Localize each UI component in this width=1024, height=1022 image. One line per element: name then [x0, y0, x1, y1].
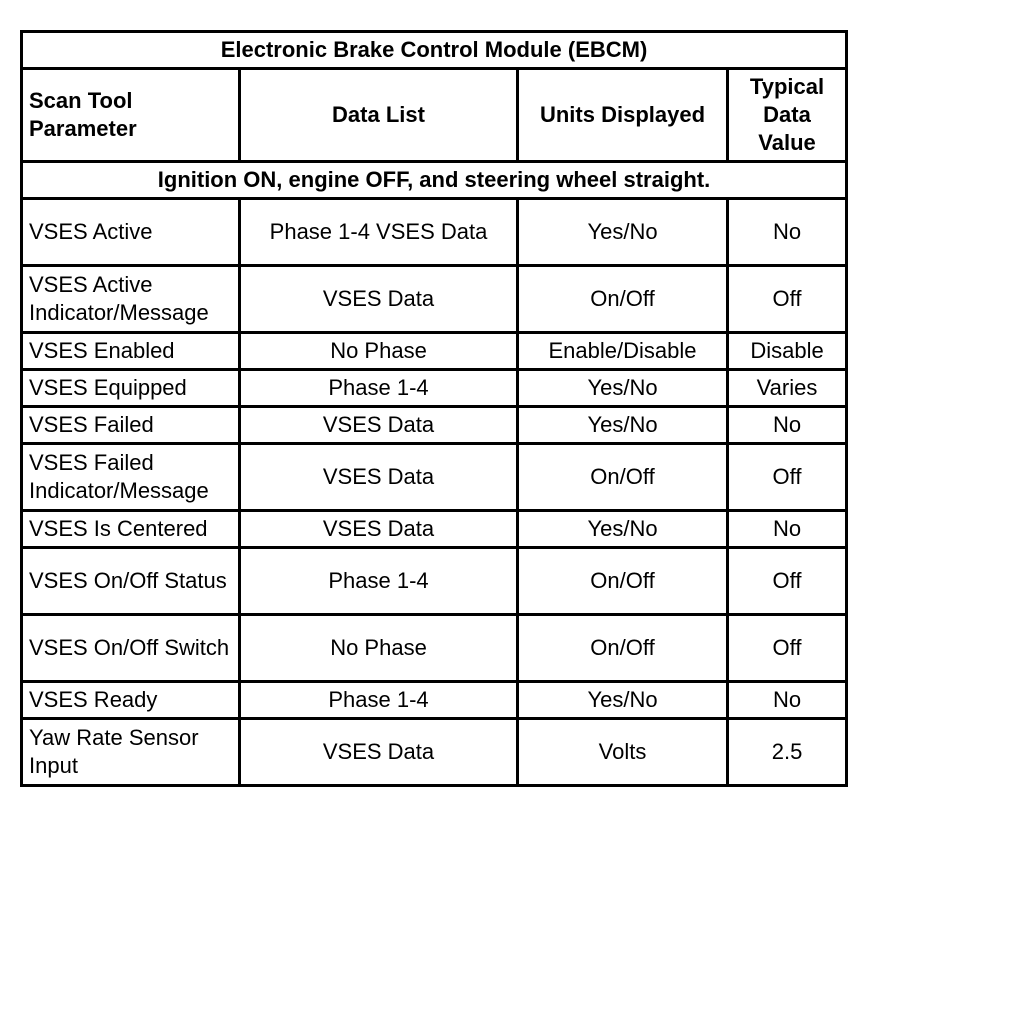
row-typical-value: Off: [728, 266, 847, 333]
row-units: Volts: [518, 719, 728, 786]
row-parameter: VSES Equipped: [22, 370, 240, 407]
header-typical-value: Typical Data Value: [728, 69, 847, 162]
table-row: [22, 444, 847, 511]
title-row: [22, 32, 847, 69]
row-data-list: Phase 1-4: [240, 370, 518, 407]
row-parameter: VSES Failed Indicator/Message: [22, 444, 240, 511]
row-units: Enable/Disable: [518, 333, 728, 370]
row-typical-value: Varies: [728, 370, 847, 407]
row-parameter: Yaw Rate Sensor Input: [22, 719, 240, 786]
row-parameter: VSES Active: [22, 199, 240, 266]
row-units: Yes/No: [518, 370, 728, 407]
table-row: [22, 407, 847, 444]
row-data-list: VSES Data: [240, 511, 518, 548]
table-row: [22, 548, 847, 615]
table-row: [22, 719, 847, 786]
row-parameter: VSES Failed: [22, 407, 240, 444]
row-typical-value: Off: [728, 615, 847, 682]
table-row: [22, 266, 847, 333]
row-units: On/Off: [518, 444, 728, 511]
row-typical-value: No: [728, 199, 847, 266]
row-data-list: VSES Data: [240, 407, 518, 444]
row-typical-value: Off: [728, 444, 847, 511]
table-row: [22, 615, 847, 682]
row-data-list: Phase 1-4: [240, 548, 518, 615]
row-typical-value: Disable: [728, 333, 847, 370]
row-units: On/Off: [518, 266, 728, 333]
row-data-list: VSES Data: [240, 719, 518, 786]
row-data-list: VSES Data: [240, 266, 518, 333]
row-units: On/Off: [518, 615, 728, 682]
row-typical-value: Off: [728, 548, 847, 615]
header-units: Units Displayed: [518, 69, 728, 162]
header-row: [22, 69, 847, 162]
table-row: [22, 199, 847, 266]
row-data-list: VSES Data: [240, 444, 518, 511]
table-row: [22, 370, 847, 407]
row-typical-value: 2.5: [728, 719, 847, 786]
row-units: Yes/No: [518, 407, 728, 444]
row-data-list: Phase 1-4 VSES Data: [240, 199, 518, 266]
condition-text: Ignition ON, engine OFF, and steering wheel straight.: [22, 162, 847, 199]
row-typical-value: No: [728, 682, 847, 719]
ebcm-data-table: [20, 30, 848, 787]
row-typical-value: No: [728, 511, 847, 548]
row-units: Yes/No: [518, 511, 728, 548]
condition-row: [22, 162, 847, 199]
row-typical-value: No: [728, 407, 847, 444]
table-row: [22, 333, 847, 370]
row-parameter: VSES On/Off Status: [22, 548, 240, 615]
row-units: On/Off: [518, 548, 728, 615]
table-row: [22, 511, 847, 548]
row-data-list: No Phase: [240, 333, 518, 370]
table-body: [22, 199, 847, 786]
row-units: Yes/No: [518, 199, 728, 266]
header-parameter: Scan Tool Parameter: [22, 69, 240, 162]
row-parameter: VSES Is Centered: [22, 511, 240, 548]
header-data-list: Data List: [240, 69, 518, 162]
row-units: Yes/No: [518, 682, 728, 719]
row-parameter: VSES Enabled: [22, 333, 240, 370]
table-title: Electronic Brake Control Module (EBCM): [22, 32, 847, 69]
row-parameter: VSES Active Indicator/Message: [22, 266, 240, 333]
row-data-list: No Phase: [240, 615, 518, 682]
table-row: [22, 682, 847, 719]
row-data-list: Phase 1-4: [240, 682, 518, 719]
row-parameter: VSES Ready: [22, 682, 240, 719]
row-parameter: VSES On/Off Switch: [22, 615, 240, 682]
